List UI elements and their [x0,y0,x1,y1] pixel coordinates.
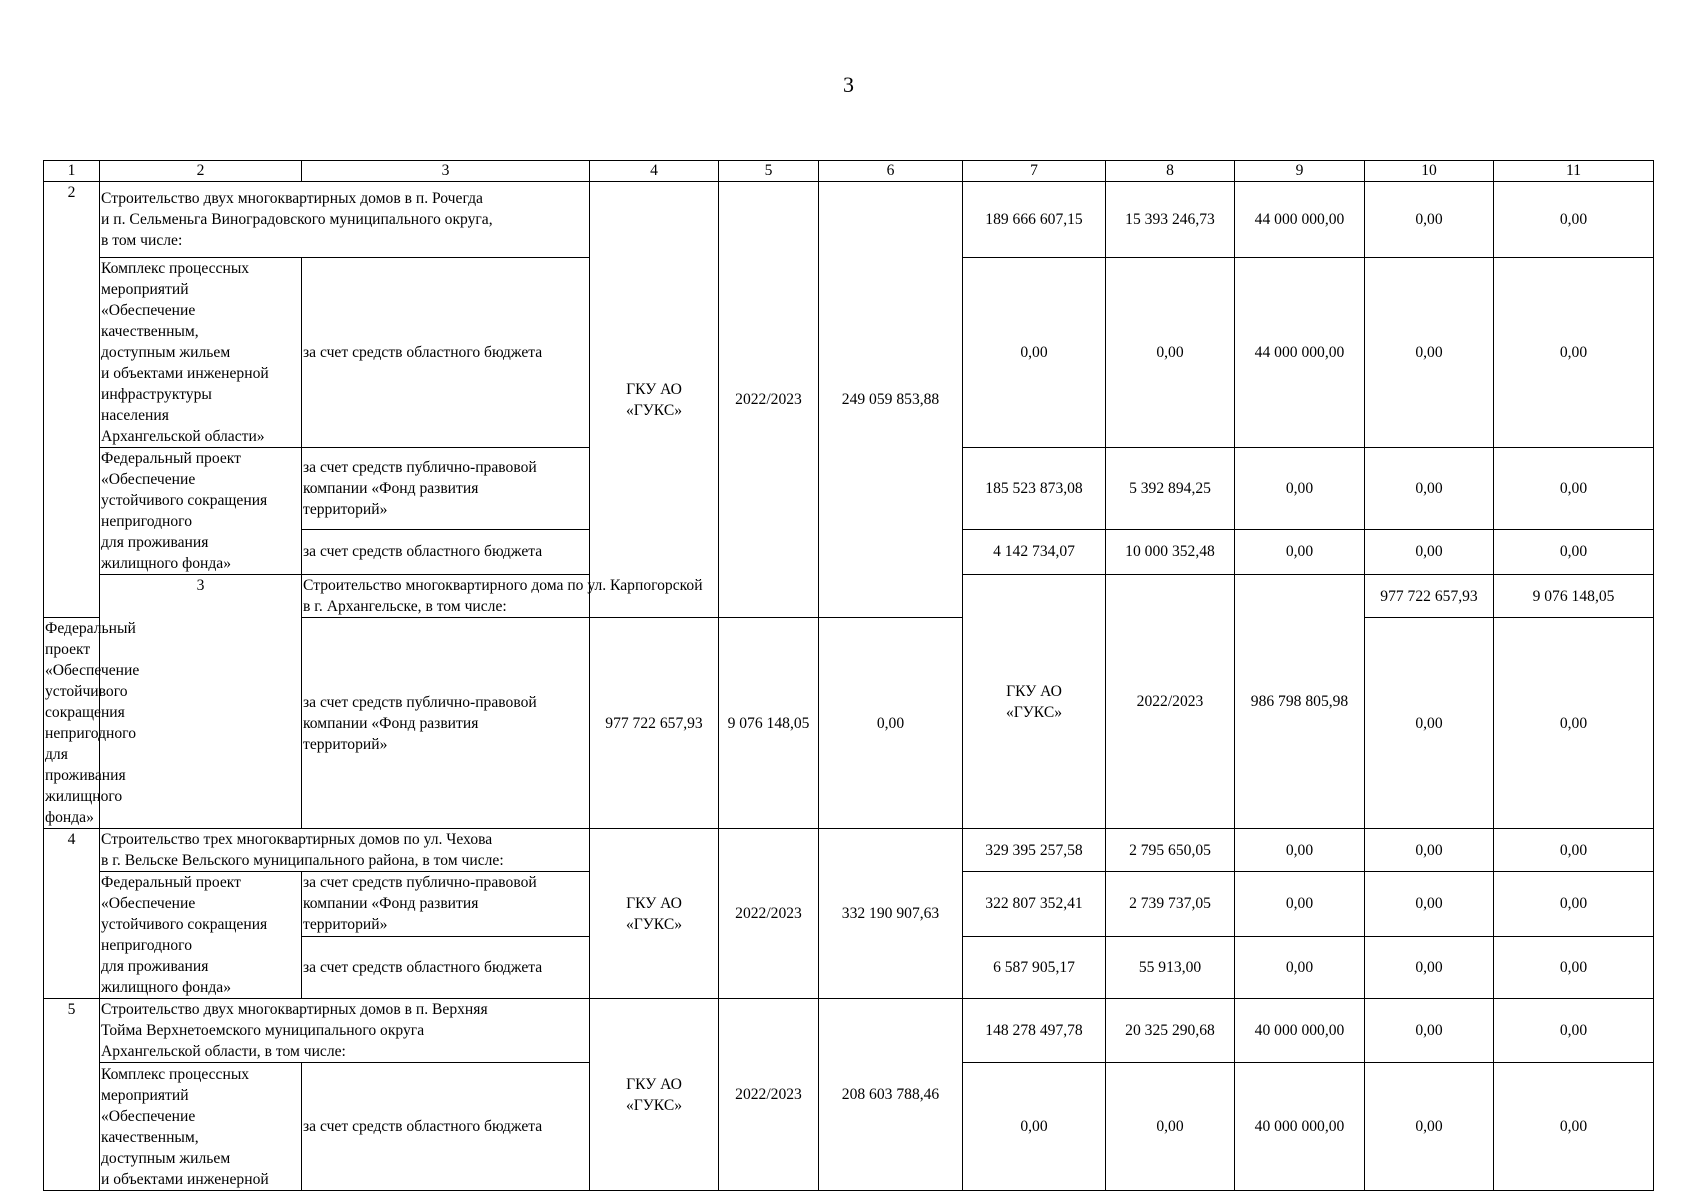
value-cell: 0,00 [819,618,963,829]
funding-source: за счет средств публично-правовой компании «Фонд развития территорий» [302,618,590,829]
value-cell: 0,00 [1365,1063,1494,1191]
header-cell: 9 [1235,161,1365,182]
budget-table [43,160,1654,1191]
header-cell: 6 [819,161,963,182]
header-cell: 5 [719,161,819,182]
value-cell: 2 795 650,05 [1106,829,1235,872]
value-cell: 4 142 734,07 [963,529,1106,574]
value-cell: 0,00 [1365,872,1494,937]
value-cell: 189 666 607,15 [963,182,1106,258]
table-row [44,829,1654,872]
value-cell: 0,00 [1106,258,1235,448]
value-cell: 322 807 352,41 [963,872,1106,937]
header-cell: 8 [1106,161,1235,182]
value-cell: 6 587 905,17 [963,936,1106,999]
value-cell: 20 325 290,68 [1106,999,1235,1063]
value-cell: 329 395 257,58 [963,829,1106,872]
executor-cell: ГКУ АО «ГУКС» [590,999,719,1191]
value-cell: 15 393 246,73 [1106,182,1235,258]
header-cell: 3 [302,161,590,182]
value-cell: 2 739 737,05 [1106,872,1235,937]
subprogram-name: Комплекс процессных мероприятий «Обеспечение качественным, доступным жильем и объектами инженерной инфраструктуры населения Архангельской области» [100,258,302,448]
header-cell: 7 [963,161,1106,182]
subprogram-name: Федеральный проект «Обеспечение устойчивого сокращения непригодного для проживания жилищного фонда» [100,872,302,999]
funding-source: за счет средств областного бюджета [302,936,590,999]
table-row [44,182,1654,258]
value-cell: 0,00 [1494,618,1654,829]
subprogram-name: Комплекс процессных мероприятий «Обеспечение качественным, доступным жильем и объектами инженерной [100,1063,302,1191]
header-cell: 10 [1365,161,1494,182]
funding-source: за счет средств публично-правовой компании «Фонд развития территорий» [302,448,590,530]
funding-source: за счет средств публично-правовой компании «Фонд развития территорий» [302,872,590,937]
value-cell: 0,00 [1365,448,1494,530]
value-cell: 0,00 [1365,258,1494,448]
value-cell: 0,00 [1365,618,1494,829]
value-cell: 148 278 497,78 [963,999,1106,1063]
value-cell: 9 076 148,05 [1494,575,1654,618]
value-cell: 0,00 [1494,999,1654,1063]
value-cell: 0,00 [1365,999,1494,1063]
value-cell: 0,00 [1365,182,1494,258]
header-cell: 11 [1494,161,1654,182]
value-cell: 0,00 [1365,936,1494,999]
total-cost-cell: 986 798 805,98 [1235,575,1365,829]
value-cell: 0,00 [1494,529,1654,574]
row-number: 5 [44,999,100,1191]
object-title: Строительство трех многоквартирных домов по ул. Чехова в г. Вельске Вельского муниципального района, в том числе: [100,829,590,872]
executor-cell: ГКУ АО «ГУКС» [590,829,719,999]
header-cell: 2 [100,161,302,182]
value-cell: 0,00 [1235,529,1365,574]
value-cell: 0,00 [1235,872,1365,937]
value-cell: 0,00 [1494,936,1654,999]
object-title: Строительство двух многоквартирных домов в п. Верхняя Тойма Верхнетоемского муниципального округа Архангельской области, в том числе: [100,999,590,1063]
value-cell: 0,00 [1365,829,1494,872]
value-cell: 9 076 148,05 [719,618,819,829]
value-cell: 185 523 873,08 [963,448,1106,530]
header-cell: 4 [590,161,719,182]
total-cost-cell: 332 190 907,63 [819,829,963,999]
value-cell: 0,00 [1106,1063,1235,1191]
subprogram-name: Федеральный проект «Обеспечение устойчивого сокращения непригодного для проживания жилищного фонда» [100,448,302,575]
table-row [44,999,1654,1063]
funding-source: за счет средств областного бюджета [302,258,590,448]
value-cell: 40 000 000,00 [1235,999,1365,1063]
funding-source: за счет средств областного бюджета [302,1063,590,1191]
value-cell: 0,00 [1235,829,1365,872]
value-cell: 0,00 [1235,448,1365,530]
value-cell: 0,00 [1365,529,1494,574]
period-cell: 2022/2023 [719,999,819,1191]
value-cell: 0,00 [1235,936,1365,999]
row-number: 2 [44,182,100,618]
value-cell: 44 000 000,00 [1235,258,1365,448]
value-cell: 0,00 [1494,829,1654,872]
period-cell: 2022/2023 [719,829,819,999]
table-header-row [44,161,1654,182]
executor-cell: ГКУ АО «ГУКС» [963,575,1106,829]
value-cell: 0,00 [963,258,1106,448]
value-cell: 44 000 000,00 [1235,182,1365,258]
period-cell: 2022/2023 [719,182,819,618]
value-cell: 0,00 [1494,182,1654,258]
row-number: 3 [100,575,302,829]
executor-cell: ГКУ АО «ГУКС» [590,182,719,618]
total-cost-cell: 249 059 853,88 [819,182,963,618]
value-cell: 0,00 [1494,448,1654,530]
value-cell: 0,00 [1494,258,1654,448]
value-cell: 0,00 [1494,872,1654,937]
object-title: Строительство двух многоквартирных домов в п. Рочегда и п. Сельменьга Виноградовского муниципального округа, в том числе: [100,182,590,258]
value-cell: 10 000 352,48 [1106,529,1235,574]
value-cell: 55 913,00 [1106,936,1235,999]
header-cell: 1 [44,161,100,182]
period-cell: 2022/2023 [1106,575,1235,829]
funding-source: за счет средств областного бюджета [302,529,590,574]
subprogram-name: Федеральный проект «Обеспечение устойчивого сокращения непригодного для проживания жилищного фонда» [44,618,100,829]
object-title: Строительство многоквартирного дома по ул. Карпогорской в г. Архангельске, в том числе: [302,575,719,618]
value-cell: 977 722 657,93 [1365,575,1494,618]
row-number: 4 [44,829,100,999]
value-cell: 0,00 [1494,1063,1654,1191]
page-number: 3 [843,72,854,97]
value-cell: 977 722 657,93 [590,618,719,829]
value-cell: 5 392 894,25 [1106,448,1235,530]
value-cell: 40 000 000,00 [1235,1063,1365,1191]
value-cell: 0,00 [963,1063,1106,1191]
total-cost-cell: 208 603 788,46 [819,999,963,1191]
